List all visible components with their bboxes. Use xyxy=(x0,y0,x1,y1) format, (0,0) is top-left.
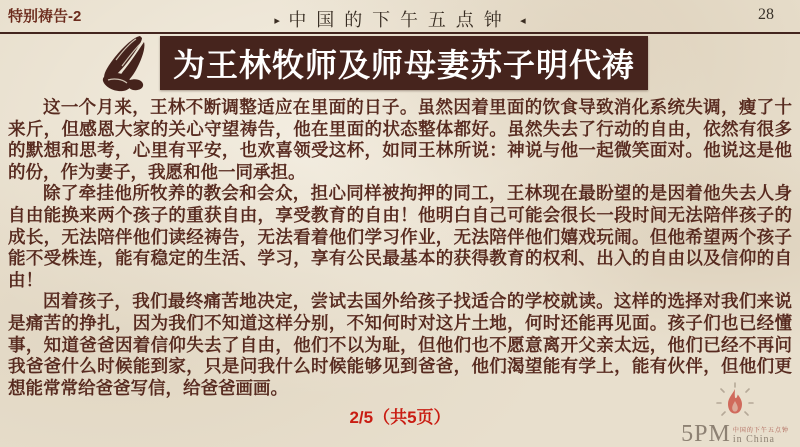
series-title-text: 中国的下午五点钟 xyxy=(288,10,512,30)
logo-name: 5PM xyxy=(681,421,731,447)
logo-wordmark xyxy=(680,423,790,445)
left-arrow-icon: ▸ xyxy=(274,15,280,27)
ministry-logo xyxy=(680,381,790,445)
praying-hands-icon xyxy=(86,34,162,94)
page-progress-indicator: 2/5（共5页） xyxy=(349,408,451,427)
paragraph-1: 这一个月来，王林不断调整适应在里面的日子。虽然因着里面的饮食导致消化系统失调，瘦了十来斤，但感恩大家的关心守望祷告，他在里面的状态整体都好。虽然失去了行动的自由，依然有很多的默想和思考，心里有平安，也欢喜领受这杯，如同王林所说：神说与他一起微笑面对。他说这是他的份，作为妻子，我愿和他一同承担。 xyxy=(8,97,792,182)
slide-title-banner xyxy=(160,36,648,90)
right-arrow-icon: ◂ xyxy=(520,15,526,27)
paragraph-3: 因着孩子，我们最终痛苦地决定，尝试去国外给孩子找适合的学校就读。这样的选择对我们来说是痛苦的挣扎，因为我们不知道这样分别，不知何时对这片土地，何时还能再见面。孩子们也已经懂事，知道爸爸因着信仰失去了自由，他们不以为耻，但他们也不愿意离开父亲太远，他们已经不再问我爸爸什么时候能到家，只是问我什么时候能够见到爸爸，他们渴望能有学上，能有伙伴，但他们更想能常常给爸爸写信，给爸爸画画。 xyxy=(8,291,792,398)
slide-tag-label: 特别祷告-2 xyxy=(8,8,82,25)
flame-icon xyxy=(680,381,790,423)
slide-title-text: 为王林牧师及师母妻苏子明代祷 xyxy=(172,47,635,83)
body-text-block xyxy=(8,97,792,399)
page-number: 28 xyxy=(758,6,774,23)
paragraph-2: 除了牵挂他所牧养的教会和会众，担心同样被拘押的同工，王林现在最盼望的是因着他失去人身自由能换来两个孩子的重获自由，享受教育的自由！他明白自己可能会很长一段时间无法陪伴孩子的成长，无法陪伴他们读经祷告，无法看着他们学习作业，无法陪伴他们嬉戏玩闹。但他希望两个孩子能不受株连，能有稳定的生活、学习，享有公民最基本的获得教育的权利、出入的自由以及信仰的自由！ xyxy=(8,183,792,290)
series-title xyxy=(0,6,800,32)
logo-tagline: 中国的下午五点钟 xyxy=(732,428,789,434)
logo-subname: in China xyxy=(732,434,775,445)
